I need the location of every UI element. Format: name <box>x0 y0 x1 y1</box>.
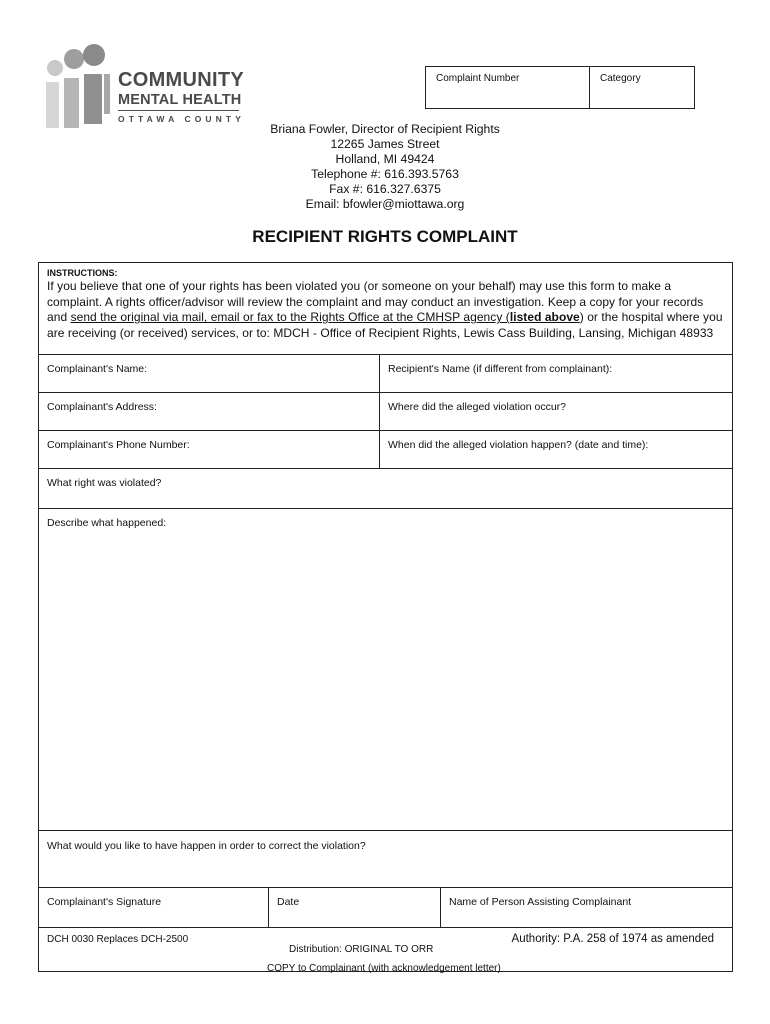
form-footer <box>39 928 732 974</box>
complainant-address-label: Complainant's Address: <box>47 401 157 413</box>
violation-time-label: When did the alleged violation happen? (date and time): <box>388 439 649 451</box>
cmh-logo <box>42 44 252 128</box>
assisting-person-label: Name of Person Assisting Complainant <box>449 896 632 908</box>
complaint-form <box>38 262 733 972</box>
describe-field[interactable] <box>39 509 732 830</box>
date-label: Date <box>277 896 300 908</box>
people-logo-icon <box>42 44 117 128</box>
recipient-name-field[interactable] <box>380 355 732 392</box>
logo-divider <box>118 110 239 111</box>
distribution-text: Distribution: ORIGINAL TO ORR <box>289 944 434 955</box>
complainant-phone-label: Complainant's Phone Number: <box>47 439 190 451</box>
violation-location-label: Where did the alleged violation occur? <box>388 401 567 413</box>
rights-office-address <box>180 122 590 212</box>
right-violated-field[interactable] <box>39 469 732 508</box>
complainant-address-field[interactable] <box>39 393 380 430</box>
instructions-heading: INSTRUCTIONS: <box>47 268 118 278</box>
instructions-part2: ) or the hospital where you are receiving (or received) services, or to: MDCH - Office of Recipient Rights, Lewis Cass Building, Lansing, Michigan 48933 <box>47 310 723 340</box>
category-label: Category <box>600 73 641 84</box>
complainant-phone-field[interactable] <box>39 431 380 468</box>
row-names <box>39 355 732 393</box>
describe-label: Describe what happened: <box>47 517 167 529</box>
director-name: Briana Fowler, Director of Recipient Rights <box>270 122 500 136</box>
row-address-location <box>39 393 732 431</box>
instructions-section <box>39 263 732 355</box>
correction-label: What would you like to have happen in order to correct the violation? <box>47 840 366 852</box>
violation-time-field[interactable] <box>380 431 732 468</box>
instructions-text <box>47 279 724 341</box>
instructions-bold: listed above <box>509 310 580 325</box>
email: Email: bfowler@miottawa.org <box>305 197 465 211</box>
logo-text-county: OTTAWA COUNTY <box>118 114 245 124</box>
logo-text-mental-health: MENTAL HEALTH <box>118 92 242 108</box>
row-signature <box>39 888 732 928</box>
row-correction <box>39 831 732 888</box>
signature-label: Complainant's Signature <box>47 896 162 908</box>
copy-text: COPY to Complainant (with acknowledgement letter) <box>267 963 501 974</box>
page-title: RECIPIENT RIGHTS COMPLAINT <box>252 227 518 246</box>
category-field[interactable] <box>590 67 694 108</box>
fax: Fax #: 616.327.6375 <box>329 182 441 196</box>
complaint-number-field[interactable] <box>426 67 590 108</box>
row-right-violated <box>39 469 732 509</box>
complaint-number-label: Complaint Number <box>436 73 520 84</box>
complainant-name-field[interactable] <box>39 355 380 392</box>
complainant-name-label: Complainant's Name: <box>47 363 148 375</box>
form-id: DCH 0030 Replaces DCH-2500 <box>47 934 189 945</box>
city-state-zip: Holland, MI 49424 <box>335 152 435 166</box>
instructions-underlined: send the original via mail, email or fax to the Rights Office at the CMHSP agency ( <box>70 310 510 325</box>
correction-field[interactable] <box>39 831 732 887</box>
instructions-part1: If you believe that one of your rights has been violated you (or someone on your behalf) may use this form to make a complaint. A rights officer/advisor will review the complaint and may conduct an investigation. Keep a copy for your records and <box>47 279 704 325</box>
signature-field[interactable] <box>39 888 269 927</box>
street-address: 12265 James Street <box>330 137 440 151</box>
telephone: Telephone #: 616.393.5763 <box>311 167 459 181</box>
logo-text-community: COMMUNITY <box>118 69 245 91</box>
right-violated-label: What right was violated? <box>47 477 162 489</box>
assisting-person-field[interactable] <box>441 888 732 927</box>
authority-text: Authority: P.A. 258 of 1974 as amended <box>511 933 714 945</box>
date-field[interactable] <box>269 888 441 927</box>
complaint-number-box <box>425 66 695 109</box>
row-describe <box>39 509 732 831</box>
violation-location-field[interactable] <box>380 393 732 430</box>
row-phone-time <box>39 431 732 469</box>
recipient-name-label: Recipient's Name (if different from complainant): <box>388 363 613 375</box>
